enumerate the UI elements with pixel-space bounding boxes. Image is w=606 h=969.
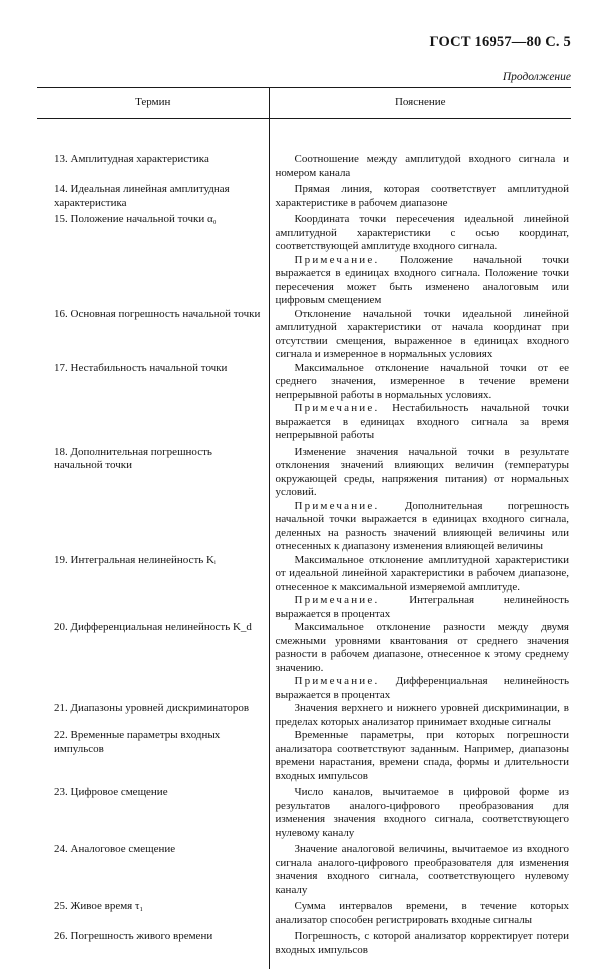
table-row (37, 180, 571, 210)
term-cell: 15. Положение начальной точки α₀ (37, 210, 269, 308)
table-row (37, 897, 571, 927)
explanation-cell: Значение аналоговой величины, вычитаемое из входного сигнала аналого-цифрового преобразователя для изменения значения входного сигнала, соответствующего нулевому каналу (275, 843, 569, 896)
term-cell: 13. Амплитудная характеристика (37, 119, 269, 181)
explanation-cell: Сумма интервалов времени, в течение которых анализатор способен регистрировать входные сигналы (275, 900, 569, 926)
term-cell: 23. Цифровое смещение (37, 783, 269, 840)
table-row (37, 702, 571, 729)
table-row (37, 554, 571, 622)
note: Примечание. Интегральная нелинейность выражается в процентах (275, 594, 569, 620)
table-row (37, 840, 571, 897)
continuation-label: Продолжение (502, 71, 571, 83)
table-row (37, 308, 571, 362)
table-row (37, 783, 571, 840)
explanation-cell: Изменение значения начальной точки в результате отклонения значений влияющих величин (температуры окружающей среды, напряжения питания) от нормальных условий. Примечание. Дополнительная погрешность начальной точки выражается в единицах входного сигнала, деленных на разность значений влияющей величины или отнесенных к диапазону изменения влияющей величины (275, 445, 570, 552)
note: Примечание. Дифференциальная нелинейность выражается в процентах (275, 675, 569, 701)
table-header-row (37, 88, 571, 119)
note: Примечание. Положение начальной точки выражается в единицах входного сигнала. Положение точки пересечения может быть изменено аналоговым или цифровым смещением (275, 253, 569, 306)
explanation-cell: Координата точки пересечения идеальной линейной амплитудной характеристики с осью координат, соответствующей амплитуде входного сигнала. Примечание. Положение начальной точки выражается в единицах входного сигнала. Положение точки пересечения может быть изменено аналоговым или цифровым смещением (275, 213, 569, 306)
explanation-cell: Соотношение между амплитудой входного сигнала и номером канала (275, 153, 569, 179)
term-cell: 25. Живое время τ₁ (37, 897, 269, 927)
explanation-cell: Отклонение начальной точки идеальной линейной амплитудной характеристики от начала координат при отсутствии смещения, выраженное в единицах входного сигнала и измеренное в нормальных условиях (275, 307, 569, 360)
explanation-cell: Максимальное отклонение начальной точки от ее среднего значения, измеренное в течение времени непрерывной работы в нормальных условиях. Примечание. Нестабильность начальной точки выражается в единицах входного сигнала за время непрерывной работы (275, 361, 569, 441)
term-cell: 24. Аналоговое смещение (37, 840, 269, 897)
term-cell: 26. Погрешность живого времени (37, 927, 269, 957)
table-row (37, 362, 571, 443)
table-row (37, 119, 571, 181)
term-cell: 14. Идеальная линейная амплитудная характеристика (37, 180, 269, 210)
term-cell: 18. Дополнительная погрешность начальной точки (37, 443, 269, 554)
term-cell: 16. Основная погрешность начальной точки (37, 308, 269, 362)
page-header: ГОСТ 16957—80 С. 5 (429, 34, 571, 50)
explanation-cell: Временные параметры, при которых погрешности анализатора соответствуют заданным. Например, диапазоны времени нарастания, времени спада, формы и длительности входных импульсов (275, 729, 569, 782)
explanation-cell: Погрешность, с которой анализатор корректирует потери входных импульсов (275, 930, 569, 956)
table-row (37, 729, 571, 783)
explanation-cell: Максимальное отклонение амплитудной характеристики от идеальной линейной характеристики в рабочем диапазоне, отнесенное к максимальной измеряемой амплитуде. Примечание. Интегральная нелинейность выражается в процентах (275, 553, 569, 620)
column-header-explanation: Пояснение (269, 88, 571, 119)
term-cell: 20. Дифференциальная нелинейность K_d (37, 621, 269, 702)
table-bottom-spacer (37, 957, 571, 969)
table-row (37, 621, 571, 702)
table-row (37, 443, 571, 554)
explanation-cell: Значения верхнего и нижнего уровней дискриминации, в пределах которых анализатор принимает входные сигналы (275, 702, 569, 728)
column-header-term: Термин (37, 88, 269, 119)
table-row (37, 927, 571, 957)
table-row (37, 210, 571, 308)
explanation-cell: Число каналов, вычитаемое в цифровой форме из результатов аналого-цифрового преобразования для изменения значения входного сигнала, соответствующего нулевому каналу (275, 786, 569, 839)
term-cell: 22. Временные параметры входных импульсов (37, 729, 269, 783)
note: Примечание. Дополнительная погрешность начальной точки выражается в единицах входного сигнала, деленных на разность значений влияющей величины или отнесенных к диапазону изменения влияющей величины (275, 499, 570, 552)
term-cell: 21. Диапазоны уровней дискриминаторов (37, 702, 269, 729)
term-cell: 19. Интегральная нелинейность Kᵢ (37, 554, 269, 622)
explanation-cell: Прямая линия, которая соответствует амплитудной характеристике в рабочем диапазоне (275, 183, 569, 209)
note: Примечание. Нестабильность начальной точки выражается в единицах входного сигнала за время непрерывной работы (275, 402, 569, 441)
term-cell: 17. Нестабильность начальной точки (37, 362, 269, 443)
explanation-cell: Максимальное отклонение разности между двумя смежными уровнями квантования от среднего значения разности в рабочем диапазоне, отнесенное к этому среднему значению. Примечание. Дифференциальная нелинейность выражается в процентах (275, 621, 569, 701)
terms-table (37, 87, 571, 969)
